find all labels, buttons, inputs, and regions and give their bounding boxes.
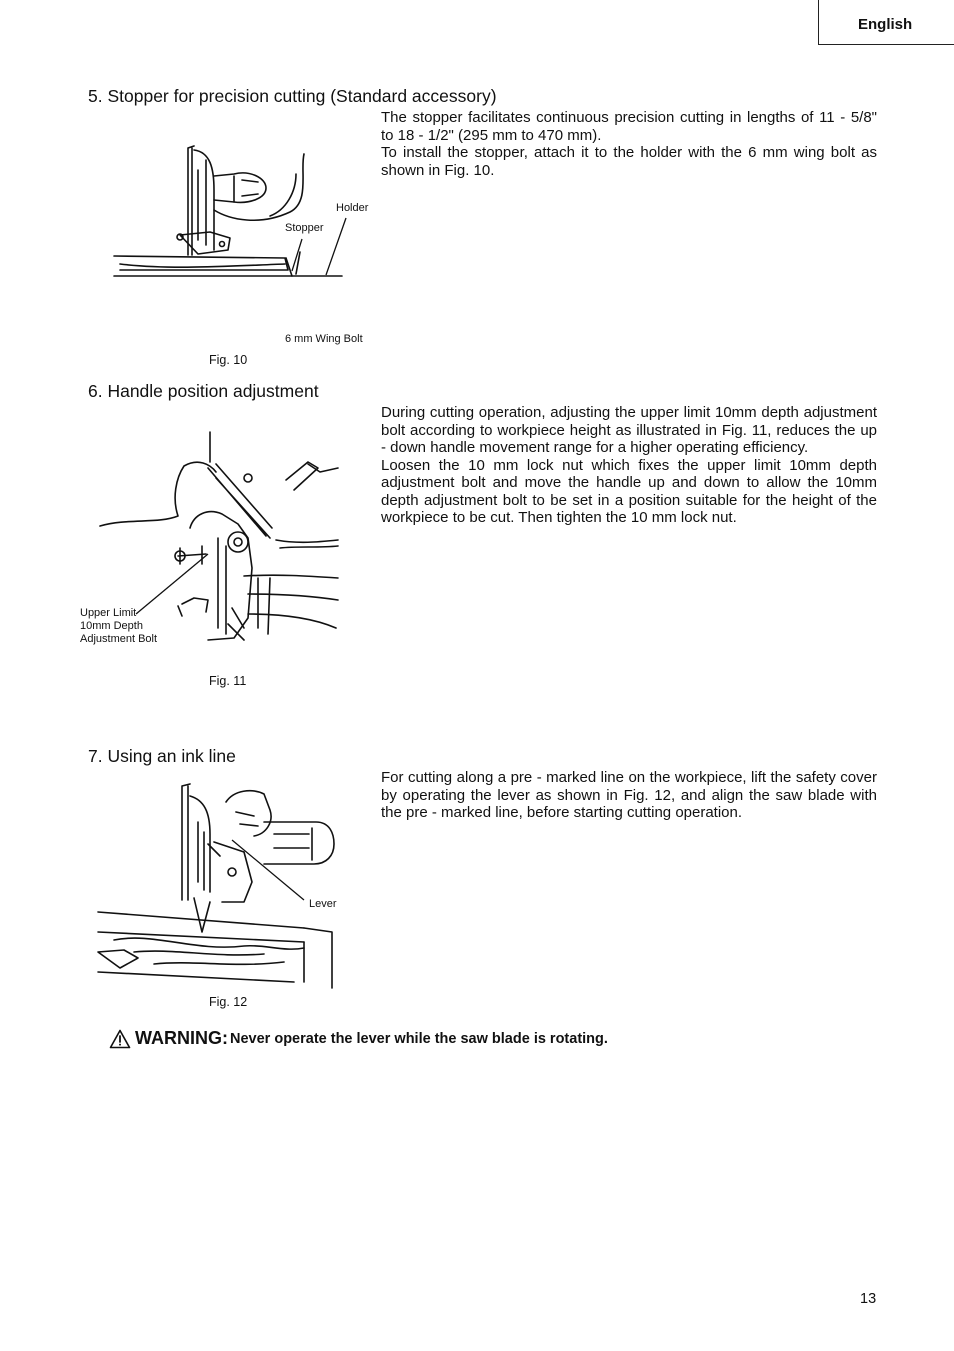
fig12-leader-line <box>228 836 308 906</box>
paragraph: During cutting operation, adjusting the upper limit 10mm depth adjustment bolt according to workpiece height as illustrated in Fig. 11, reduces the up - down handle movement range for a higher operating efficiency. <box>381 404 877 456</box>
page-number: 13 <box>860 1291 877 1307</box>
section-6-text <box>381 404 877 527</box>
fig10-label-stopper: Stopper <box>285 222 324 234</box>
fig10-leader-lines <box>286 215 356 280</box>
fig12-label-lever: Lever <box>309 898 337 910</box>
warning-label: WARNING: <box>135 1028 228 1048</box>
fig11-label-line-1: Upper Limit <box>80 607 137 619</box>
section-7-heading: 7. Using an ink line <box>88 746 236 766</box>
fig10-label-holder: Holder <box>336 202 369 214</box>
paragraph: The stopper facilitates continuous precision cutting in lengths of 11 - 5/8" to 18 - 1/2" (295 mm to 470 mm). <box>381 109 877 144</box>
paragraph: To install the stopper, attach it to the holder with the 6 mm wing bolt as shown in Fig. 10. <box>381 144 877 179</box>
fig11-label-line-3: Adjustment Bolt <box>80 633 158 645</box>
warning-notice <box>109 1028 608 1049</box>
language-label: English <box>858 16 913 33</box>
fig12-caption: Fig. 12 <box>209 995 248 1009</box>
warning-triangle-icon <box>109 1029 131 1049</box>
fig10-caption: Fig. 10 <box>209 353 248 367</box>
warning-message: Never operate the lever while the saw blade is rotating. <box>230 1030 608 1047</box>
paragraph: For cutting along a pre - marked line on the workpiece, lift the safety cover by operating the lever as shown in Fig. 12, and align the saw blade with the pre - marked line, before starting cutting operation. <box>381 769 877 821</box>
fig11-leader-line <box>130 550 220 620</box>
language-tab <box>818 0 954 45</box>
section-6-heading: 6. Handle position adjustment <box>88 381 319 401</box>
section-5-heading: 5. Stopper for precision cutting (Standard accessory) <box>88 86 497 106</box>
paragraph: Loosen the 10 mm lock nut which fixes the upper limit 10mm depth adjustment bolt and move the handle up and down to allow the 10mm depth adjustment bolt to be set in a position suitable for the height of the workpiece to be cut. Then tighten the 10 mm lock nut. <box>381 456 877 526</box>
fig10-label-wing-bolt: 6 mm Wing Bolt <box>285 333 363 345</box>
fig11-caption: Fig. 11 <box>209 674 247 688</box>
fig11-label-line-2: 10mm Depth <box>80 620 143 632</box>
section-5-text <box>381 109 877 179</box>
section-7-text <box>381 769 877 822</box>
